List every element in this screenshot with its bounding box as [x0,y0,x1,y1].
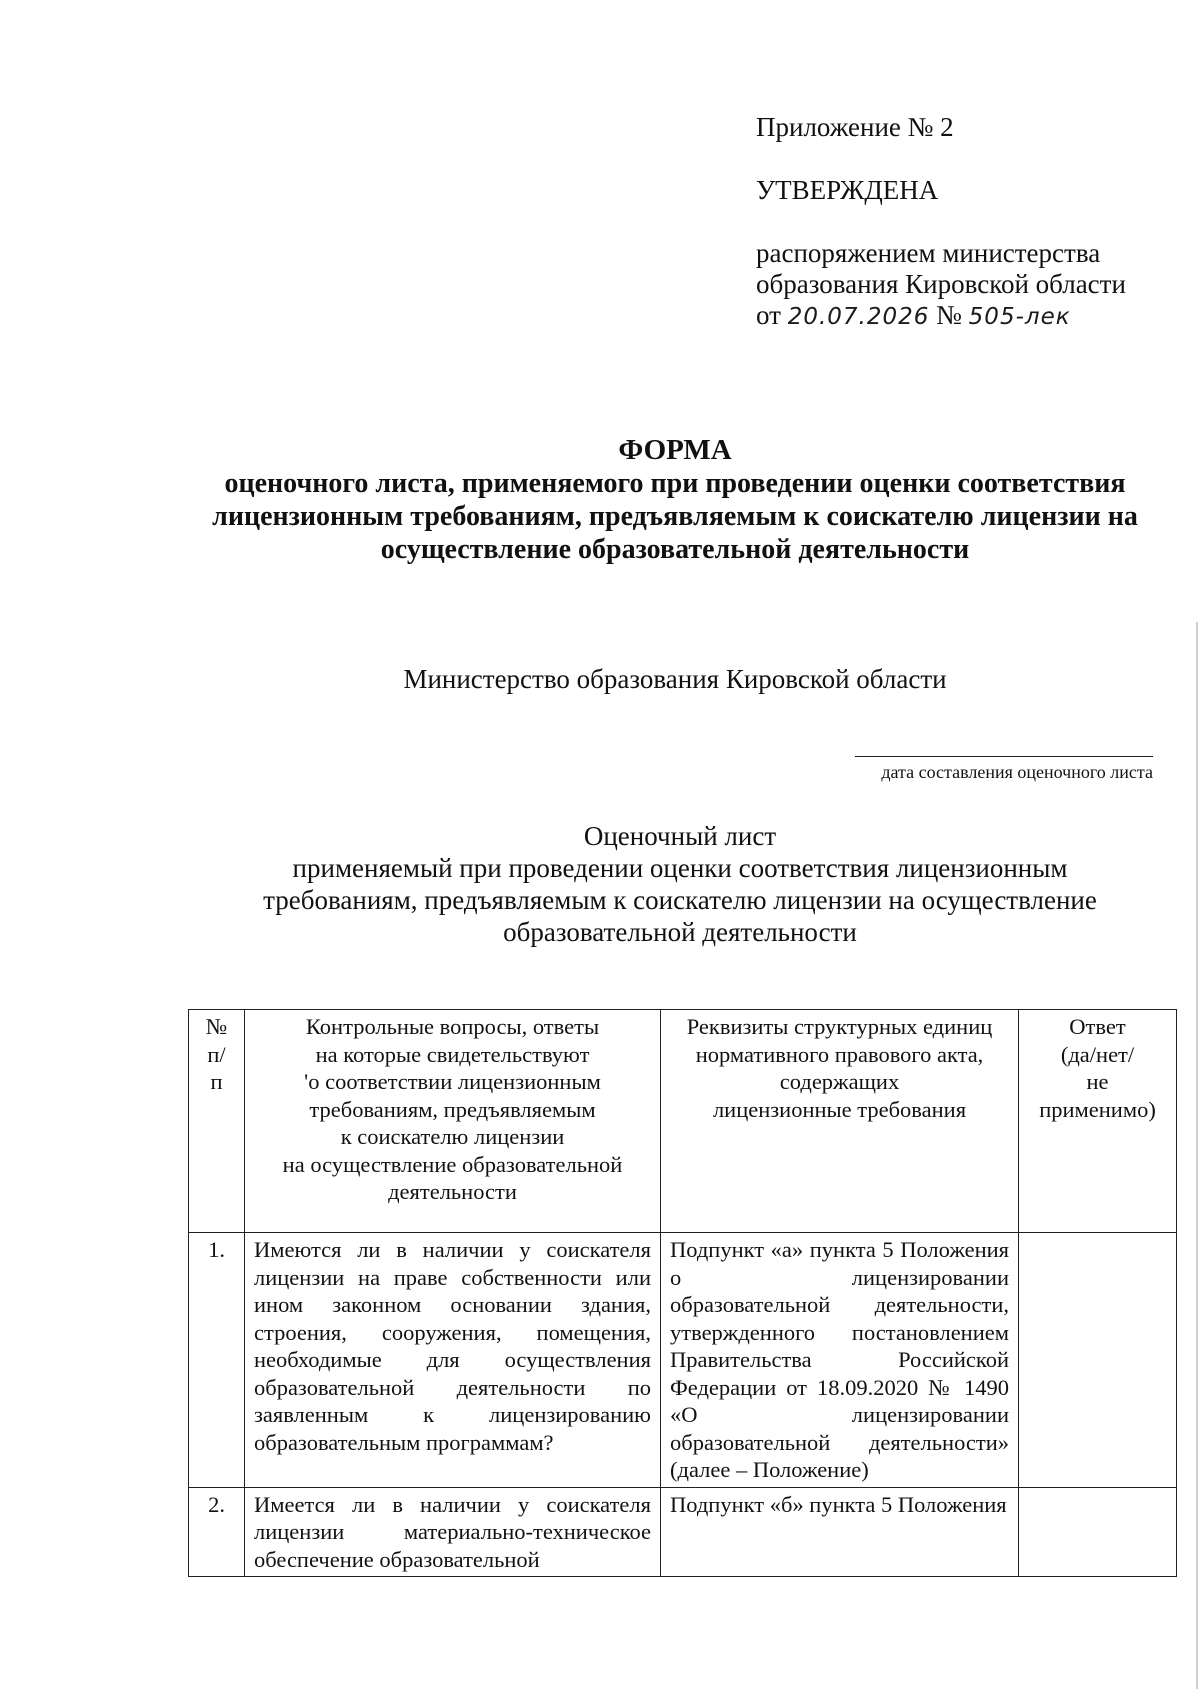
header-num: № п/ п [189,1010,245,1233]
sheet-title-line-2: применяемый при проведении оценки соответствия лицензионным [292,853,1068,883]
order-line-1: распоряжением министерства [756,238,1101,268]
form-title-line-1: оценочного листа, применяемого при проведении оценки соответствия [224,468,1126,499]
sheet-title-line-3: требованиям, предъявляемым к соискателю лицензии на осуществление [263,885,1097,915]
annex-label: Приложение № 2 [756,112,954,142]
sheet-title-line-4: образовательной деятельности [503,917,857,947]
date-fill-line [855,756,1153,757]
scan-edge-line [1196,622,1198,1689]
header-answer: Ответ (да/нет/ не применимо) [1019,1010,1177,1233]
form-title-line-3: осуществление образовательной деятельности [380,534,970,565]
sheet-title [180,820,1180,948]
handwritten-number: 505-лек [968,304,1071,330]
form-title-line-2: лицензионным требованиям, предъявляемым к соискателю лицензии на [212,501,1138,532]
header-question: Контрольные вопросы, ответы на которые свидетельствуют 'о соответствии лицензионным требованиям, предъявляемым к соискателю лицензии на осуществление образовательной деятельности [245,1010,661,1233]
form-title [150,434,1200,566]
table-row [189,1487,1177,1577]
approved-label: УТВЕРЖДЕНА [756,175,939,205]
row-answer[interactable] [1019,1487,1177,1577]
row-requisites: Подпункт «а» пункта 5 Положения о лицензировании образовательной деятельности, утвержденного постановлением Правительства Российской Федерации от 18.09.2020 № 1490 «О лицензировании образовательной деятельности» (далее – Положение) [661,1233,1019,1488]
date-caption: дата составления оценочного листа [881,762,1153,782]
approval-block [756,112,1176,333]
handwritten-date: 20.07.2026 [787,304,930,330]
row-answer[interactable] [1019,1233,1177,1488]
table-header-row [189,1010,1177,1233]
row-question: Имеются ли в наличии у соискателя лицензии на праве собственности или ином законном основании здания, строения, сооружения, помещения, необходимые для осуществления образовательной деятельности по заявленным к лицензированию образовательным программам? [245,1233,661,1488]
row-number: 2. [189,1487,245,1577]
ministry-name: Министерство образования Кировской области [403,664,947,694]
header-requisites: Реквизиты структурных единиц нормативного правового акта, содержащих лицензионные требования [661,1010,1019,1233]
order-date-line [756,300,1176,333]
form-title-main: ФОРМА [618,434,732,466]
row-question: Имеется ли в наличии у соискателя лицензии материально-техническое обеспечение образовательной [245,1487,661,1577]
order-line-2: образования Кировской области [756,269,1126,299]
assessment-table [188,1009,1177,1577]
table-row [189,1233,1177,1488]
number-prefix: № [936,300,962,330]
row-number: 1. [189,1233,245,1488]
sheet-title-line-1: Оценочный лист [583,821,777,851]
date-prefix: от [756,300,781,330]
row-requisites: Подпункт «б» пункта 5 Положения [661,1487,1019,1577]
